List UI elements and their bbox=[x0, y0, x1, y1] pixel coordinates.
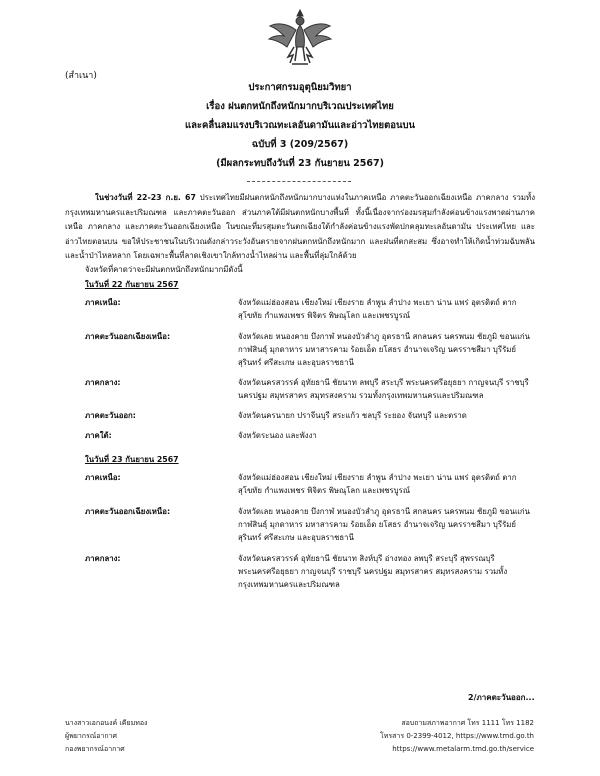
footer-signatory bbox=[65, 717, 147, 756]
region-label: ภาคตะวันออก: bbox=[85, 411, 136, 420]
region-provinces: จังหวัดแม่ฮ่องสอน เชียงใหม่ เชียงราย ลำพูน ลำปาง พะเยา น่าน แพร่ อุตรดิตถ์ ตาก สุโขทัย กำแพงเพชร พิจิตร พิษณุโลก และเพชรบูรณ์ bbox=[238, 473, 517, 495]
forecaster-role: ผู้พยากรณ์อากาศ bbox=[65, 732, 117, 740]
fax-website-link[interactable]: โทรสาร 0-2399-4012, https://www.tmd.go.th bbox=[380, 732, 534, 740]
region-label: ภาคตะวันออกเฉียงเหนือ: bbox=[85, 507, 171, 516]
announcement-title-block bbox=[0, 78, 600, 173]
service-url-link[interactable]: https://www.metalarm.tmd.go.th/service bbox=[392, 745, 534, 753]
day-1-date: ในวันที่ 22 กันยายน 2567 bbox=[85, 280, 179, 289]
region-label: ภาคเหนือ: bbox=[85, 298, 121, 307]
region-provinces: จังหวัดนครสวรรค์ อุทัยธานี ชัยนาท สิงห์บุรี อ่างทอง ลพบุรี สระบุรี สุพรรณบุรี พระนครศรีอยุธยา กาญจนบุรี ราชบุรี นครปฐม สมุทรสาคร สมุทรสงคราม รวมทั้งกรุงเทพมหานครและปริมณฑล bbox=[238, 554, 508, 589]
region-provinces: จังหวัดเลย หนองคาย บึงกาฬ หนองบัวลำภู อุดรธานี สกลนคร นครพนม ชัยภูมิ ขอนแก่น กาฬสินธุ์ มุกดาหาร มหาสารคาม ร้อยเอ็ด ยโสธร อำนาจเจริญ นครราชสีมา บุรีรัมย์ สุรินทร์ ศรีสะเกษ และอุบลราชธานี bbox=[238, 332, 530, 367]
day-2-date: ในวันที่ 23 กันยายน 2567 bbox=[85, 455, 179, 464]
region-provinces: จังหวัดนครนายก ปราจีนบุรี สระแก้ว ชลบุรี ระยอง จันทบุรี และตราด bbox=[238, 411, 467, 420]
division-name: กองพยากรณ์อากาศ bbox=[65, 745, 125, 753]
forecaster-name: นางสาวเอกอนงค์ เคียมทอง bbox=[65, 719, 148, 727]
announcement-title: ประกาศกรมอุตุนิยมวิทยา bbox=[248, 82, 352, 93]
effective-date: (มีผลกระทบถึงวันที่ 23 กันยายน 2567) bbox=[216, 158, 384, 169]
region-provinces: จังหวัดระนอง และพังงา bbox=[238, 431, 317, 440]
region-label: ภาคเหนือ: bbox=[85, 473, 121, 482]
region-provinces: จังหวัดเลย หนองคาย บึงกาฬ หนองบัวลำภู อุดรธานี สกลนคร นครพนม ชัยภูมิ ขอนแก่น กาฬสินธุ์ มุกดาหาร มหาสารคาม ร้อยเอ็ด ยโสธร อำนาจเจริญ นครราชสีมา บุรีรัมย์ สุรินทร์ ศรีสะเกษ และอุบลราชธานี bbox=[238, 507, 530, 542]
intro-body: ประเทศไทยมีฝนตกหนักถึงหนักมากบางแห่งในภาคเหนือ ภาคตะวันออกเฉียงเหนือ ภาคกลาง รวมทั้งกรุงเทพมหานครและปริมณฑล และภาคตะวันออก ส่วนภาคใต้มีฝนตกหนักบางพื้นที่ ทั้งนี้เนื่องจากร่องมรสุมกำลังค่อนข้างแรงพาดผ่านภาคเหนือ ภาคกลาง และภาคตะวันออกเฉียงเหนือ ในขณะที่มรสุมตะวันตกเฉียงใต้กำลังค่อนข้างแรงพัดปกคลุมทะเลอันดามัน ประเทศไทย และอ่าวไทยตอนบน ขอให้ประชาชนในบริเวณดังกล่าวระวังอันตรายจากฝนตกหนักถึงหนักมาก และฝนที่ตกสะสม ซึ่งอาจทำให้เกิดน้ำท่วมฉับพลันและน้ำป่าไหลหลาก โดยเฉพาะพื้นที่ลาดเชิงเขาใกล้ทางน้ำไหลผ่าน และพื้นที่ลุ่มใกล้ด้วย bbox=[65, 193, 535, 261]
region-provinces: จังหวัดนครสวรรค์ อุทัยธานี ชัยนาท ลพบุรี สระบุรี พระนครศรีอยุธยา กาญจนบุรี ราชบุรี นครปฐม สมุทรสาคร สมุทรสงคราม รวมทั้งกรุงเทพมหานครและปริมณฑล bbox=[238, 378, 529, 400]
footer-contact bbox=[380, 717, 534, 756]
region-label: ภาคกลาง: bbox=[85, 554, 121, 563]
subject-line-2: และคลื่นลมแรงบริเวณทะเลอันดามันและอ่าวไทยตอนบน bbox=[184, 120, 415, 131]
region-label: ภาคกลาง: bbox=[85, 378, 121, 387]
region-label: ภาคตะวันออกเฉียงเหนือ: bbox=[85, 332, 171, 341]
title-divider bbox=[247, 181, 351, 182]
intro-lead: ในช่วงวันที่ 22-23 ก.ย. 67 bbox=[95, 193, 196, 202]
continued-marker: 2/ภาคตะวันออก... bbox=[468, 693, 535, 702]
garuda-emblem-icon bbox=[264, 6, 336, 70]
enquiry-phone: สอบถามสภาพอากาศ โทร 1111 โทร 1182 bbox=[401, 719, 534, 727]
region-provinces: จังหวัดแม่ฮ่องสอน เชียงใหม่ เชียงราย ลำพูน ลำปาง พะเยา น่าน แพร่ อุตรดิตถ์ ตาก สุโขทัย กำแพงเพชร พิจิตร พิษณุโลก และเพชรบูรณ์ bbox=[238, 298, 517, 320]
subject-line-1: เรื่อง ฝนตกหนักถึงหนักมากบริเวณประเทศไทย bbox=[206, 101, 394, 112]
copy-label: (สำเนา) bbox=[65, 71, 97, 81]
provinces-heading: จังหวัดที่คาดว่าจะมีฝนตกหนักถึงหนักมากมีดังนี้ bbox=[85, 265, 243, 274]
region-label: ภาคใต้: bbox=[85, 431, 112, 440]
intro-paragraph bbox=[65, 191, 535, 264]
issue-number: ฉบับที่ 3 (209/2567) bbox=[251, 139, 349, 150]
